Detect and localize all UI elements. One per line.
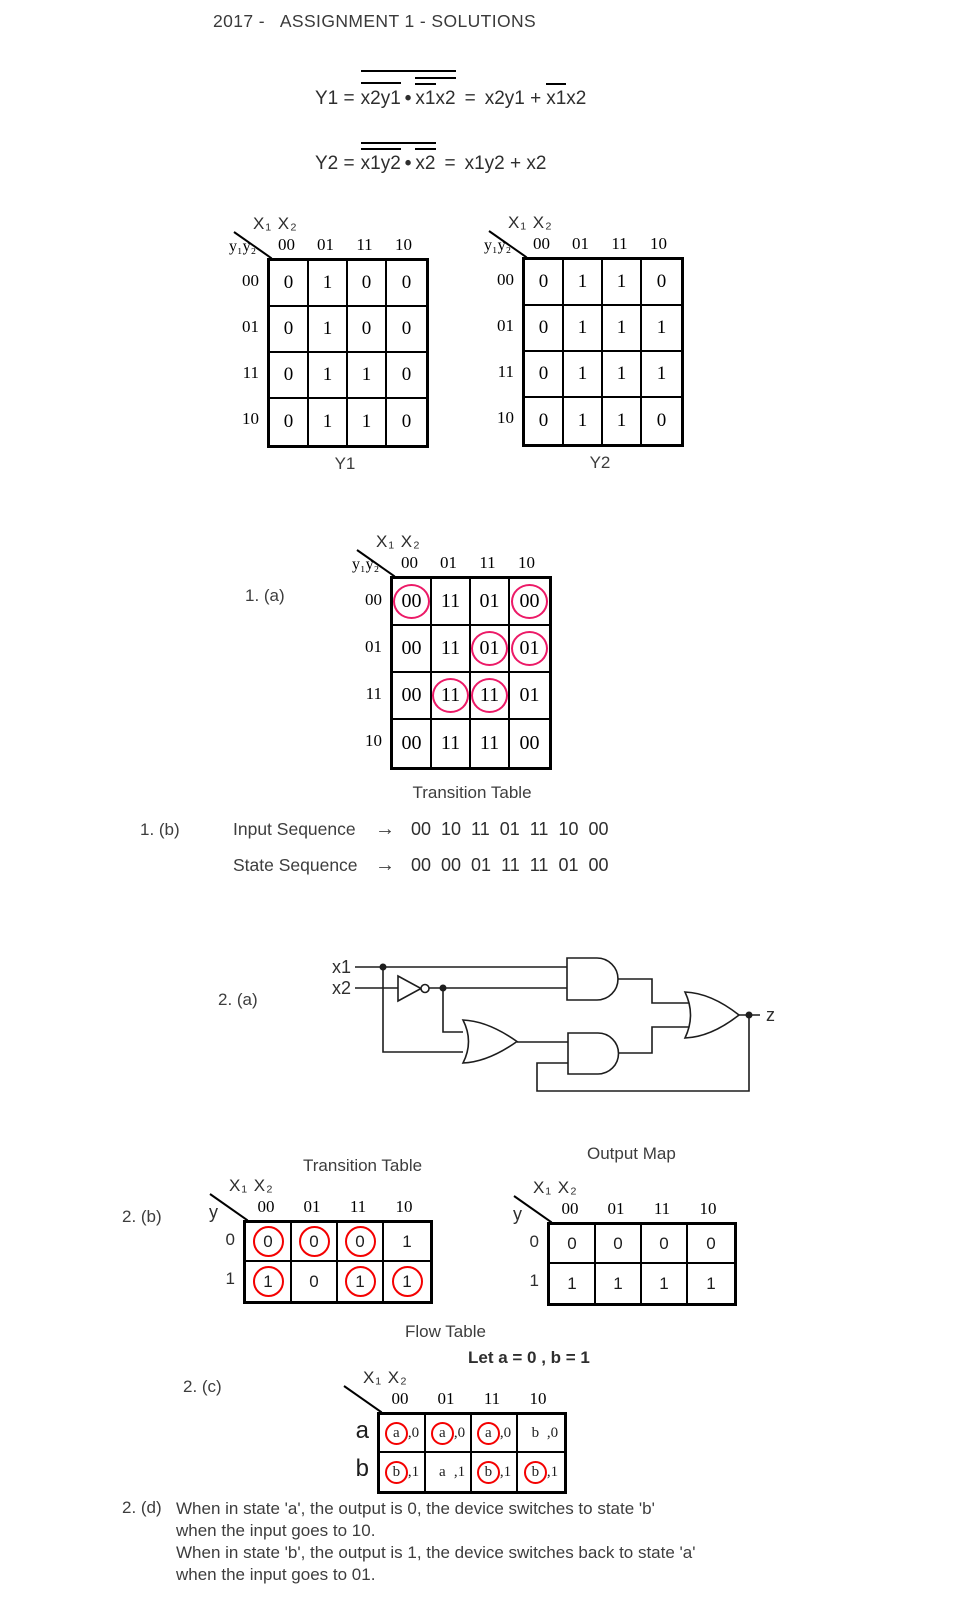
om-row-headers (509, 1222, 539, 1300)
flow-x-axis-label: X₁ X₂ (363, 1368, 408, 1387)
kmap-cell (348, 261, 387, 307)
kmap-cell (642, 1225, 688, 1264)
col-header: 00 (278, 235, 295, 254)
kmap-cell (432, 720, 471, 767)
row-header: 10 (242, 409, 259, 428)
kmap-y2-caption: Y2 (589, 453, 611, 472)
cell-value: 11 (440, 637, 461, 659)
state-value: a (431, 1422, 454, 1445)
state-value: a (439, 1463, 446, 1480)
kmap-cell (510, 673, 549, 720)
kmap-cell (525, 306, 564, 352)
col-header: 00 (257, 1197, 275, 1216)
wire-and2-to-or2 (619, 1027, 689, 1053)
kmap-cell (270, 353, 309, 399)
kmap-cell (432, 673, 471, 720)
and-dot: • (404, 153, 412, 174)
kmap-cell (387, 307, 426, 353)
input-label-x1: x1 (331, 957, 351, 977)
col-header: 11 (653, 1199, 671, 1218)
cell-value: 0 (656, 271, 667, 292)
cell-value: 1 (616, 271, 627, 292)
equals-sign: = (444, 153, 456, 174)
col-header: 10 (395, 235, 412, 254)
col-header: 11 (349, 1197, 367, 1216)
cell-value: 1 (322, 364, 333, 385)
page-title: 2017 - ASSIGNMENT 1 - SOLUTIONS (213, 11, 537, 31)
row-header: 01 (497, 316, 514, 335)
kmap-cell (387, 353, 426, 399)
kmap-cell (348, 353, 387, 399)
state-value: b (477, 1461, 500, 1484)
cell-value: 0 (283, 272, 294, 293)
section-2d-text (176, 1498, 696, 1586)
cell-value: 0 (361, 318, 372, 339)
row-header: 0 (225, 1229, 235, 1249)
cell-value: 0 (538, 317, 549, 338)
input-sequence-label: Input Sequence (233, 819, 356, 839)
col-header: 11 (483, 1389, 501, 1408)
kmap-cell (246, 1262, 292, 1301)
cell-value: 11 (440, 590, 461, 612)
row-header: 01 (365, 636, 382, 656)
col-header: 01 (437, 1389, 455, 1408)
text-line: when the input goes to 01. (176, 1565, 376, 1584)
col-header: 11 (479, 553, 496, 572)
not-gate-bubble (421, 985, 429, 993)
junction-dot (380, 964, 387, 971)
text-line: When in state 'a', the output is 0, the device switches to state 'b' (176, 1499, 655, 1518)
output-value: ,1 (407, 1463, 420, 1480)
wire-x1-branch (383, 967, 463, 1052)
cell-value: 1 (345, 1266, 376, 1297)
flow-grid (377, 1412, 567, 1494)
output-value: ,0 (499, 1424, 512, 1441)
row-header: 0 (529, 1231, 539, 1251)
cell-value: 11 (479, 732, 500, 754)
equation-y2-term1: x1y2 (361, 148, 401, 175)
row-header: 00 (365, 589, 382, 609)
input-sequence-values: 00 10 11 01 11 10 00 (411, 819, 609, 839)
kmap-cell (432, 579, 471, 626)
wire-x2not-branch (443, 988, 463, 1032)
equation-y2-term2: x2 (415, 148, 435, 175)
equation-y1-result2 (546, 83, 586, 110)
cell-value: 0 (401, 272, 412, 293)
cell-value: 1 (656, 317, 667, 338)
kmap-cell (688, 1225, 734, 1264)
cell-value: 1 (577, 363, 588, 384)
kmap-cell (525, 352, 564, 398)
and-gate-bottom (568, 1033, 619, 1074)
flow-cell (472, 1415, 518, 1453)
cell-value: 0 (283, 318, 294, 339)
equation-y1-lhs: Y1 = (315, 88, 355, 109)
state-sequence-label: State Sequence (233, 855, 358, 875)
kmap-cell (348, 307, 387, 353)
cell-value: 1 (613, 1273, 623, 1293)
kmap-cell (338, 1223, 384, 1262)
state-value: b (531, 1424, 540, 1441)
text-line: when the input goes to 10. (176, 1521, 376, 1540)
equation-y1-product (361, 70, 456, 110)
cell-value: 0 (538, 410, 549, 431)
cell-value: 11 (471, 678, 508, 713)
kmap-cell (596, 1264, 642, 1303)
cell-value: 1 (361, 364, 372, 385)
junction-dot (440, 985, 447, 992)
kmap-y1-y-axis-label: y₁y₂ (229, 238, 257, 255)
kmap-cell (603, 260, 642, 306)
output-map-title: Output Map (587, 1144, 676, 1163)
cell-value: 1 (616, 317, 627, 338)
cell-value: 1 (322, 318, 333, 339)
cell-value: 0 (656, 410, 667, 431)
kmap-y1-grid (267, 258, 429, 448)
state-value: b (524, 1461, 547, 1484)
cell-value: 0 (401, 364, 412, 385)
kmap-cell (642, 352, 681, 398)
tt2b-x-axis-label: X₁ X₂ (229, 1176, 274, 1195)
kmap-cell (510, 579, 549, 626)
cell-value: 0 (299, 1226, 330, 1257)
tt1a-y-axis-label: y₁y₂ (352, 556, 380, 573)
flow-cell (426, 1453, 472, 1491)
output-value: ,1 (453, 1463, 466, 1480)
section-2b-label: 2. (b) (122, 1207, 162, 1226)
kmap-cell (471, 626, 510, 673)
kmap-y1-column-headers (267, 235, 423, 255)
state-sequence-values: 00 00 01 11 11 01 00 (411, 855, 609, 875)
kmap-cell (564, 352, 603, 398)
kmap-cell (471, 579, 510, 626)
output-value: ,1 (499, 1463, 512, 1480)
equation-y1-term2a: x1 (415, 83, 435, 110)
kmap-cell (603, 352, 642, 398)
flow-cell (380, 1415, 426, 1453)
arrow-icon: → (375, 818, 395, 840)
kmap-cell (292, 1262, 338, 1301)
tt1a-row-headers (352, 576, 382, 764)
cell-value: 1 (253, 1266, 284, 1297)
kmap-cell (564, 260, 603, 306)
and-dot: • (404, 88, 412, 109)
kmap-cell (550, 1264, 596, 1303)
cell-value: 11 (432, 678, 469, 713)
kmap-cell (309, 261, 348, 307)
or-gate-lower (463, 1020, 517, 1063)
flow-table-title: Flow Table (405, 1322, 486, 1341)
cell-value: 0 (283, 364, 294, 385)
state-sequence-row (233, 854, 609, 877)
row-header: 10 (497, 408, 514, 427)
text-line: When in state 'b', the output is 1, the device switches back to state 'a' (176, 1543, 696, 1562)
equation-y2 (315, 142, 546, 175)
kmap-cell (384, 1223, 430, 1262)
kmap-cell (393, 579, 432, 626)
output-value: ,1 (546, 1463, 559, 1480)
kmap-cell (309, 353, 348, 399)
equation-y2-result: x1y2 + x2 (464, 153, 547, 174)
output-label-z: z (766, 1005, 775, 1025)
col-header: 00 (401, 553, 418, 572)
equation-y2-lhs: Y2 = (315, 153, 355, 174)
kmap-cell (564, 398, 603, 444)
kmap-cell (246, 1223, 292, 1262)
kmap-cell (603, 306, 642, 352)
col-header: 01 (607, 1199, 625, 1218)
cell-value: 0 (538, 271, 549, 292)
row-header: 11 (365, 683, 382, 703)
row-header: 1 (225, 1268, 235, 1288)
kmap-cell (309, 399, 348, 445)
input-label-x2: x2 (331, 978, 351, 998)
col-header: 00 (533, 234, 550, 253)
col-header: 01 (440, 553, 457, 572)
cell-value: 00 (511, 584, 548, 619)
kmap-y2-y-axis-label: y₁y₂ (484, 237, 512, 254)
section-2a-label: 2. (a) (218, 990, 258, 1009)
col-header: 01 (317, 235, 334, 254)
cell-value: 0 (567, 1233, 577, 1253)
row-header: 01 (242, 317, 259, 336)
cell-value: 1 (659, 1273, 669, 1293)
cell-value: 01 (519, 684, 540, 706)
equation-y1-term2 (415, 77, 455, 110)
col-header: 00 (561, 1199, 579, 1218)
cell-value: 1 (577, 317, 588, 338)
row-header: 10 (365, 730, 382, 750)
state-value: b (385, 1461, 408, 1484)
cell-value: 01 (471, 631, 508, 666)
row-header: 11 (242, 363, 259, 382)
row-header: 00 (497, 270, 514, 289)
tt1a-x-axis-label: X₁ X₂ (376, 532, 421, 551)
kmap-cell (510, 626, 549, 673)
section-2d-label: 2. (d) (122, 1498, 162, 1517)
junction-dot (746, 1012, 753, 1019)
kmap-cell (471, 720, 510, 767)
cell-value: 1 (656, 363, 667, 384)
kmap-cell (525, 260, 564, 306)
cell-value: 00 (393, 584, 430, 619)
flow-cell (518, 1453, 564, 1491)
cell-value: 1 (616, 363, 627, 384)
kmap-cell (393, 720, 432, 767)
kmap-y1-caption: Y1 (334, 454, 356, 473)
flow-table-note: Let a = 0 , b = 1 (468, 1348, 590, 1367)
tt2b-y-axis-label: y (209, 1202, 218, 1222)
kmap-cell (348, 399, 387, 445)
kmap-cell (642, 260, 681, 306)
col-header: 11 (356, 235, 373, 254)
cell-value: 00 (401, 637, 422, 659)
kmap-cell (642, 1264, 688, 1303)
om-y-axis-label: y (513, 1204, 522, 1224)
kmap-cell (292, 1223, 338, 1262)
kmap-cell (387, 399, 426, 445)
cell-value: 0 (253, 1226, 284, 1257)
kmap-y1-x-axis-label: X₁ X₂ (253, 214, 298, 233)
tt1a-grid (390, 576, 552, 770)
cell-value: 1 (577, 271, 588, 292)
state-value: a (477, 1422, 500, 1445)
flow-column-headers (377, 1389, 561, 1409)
cell-value: 0 (309, 1271, 319, 1291)
flow-row-headers (339, 1412, 369, 1488)
cell-value: 0 (538, 363, 549, 384)
cell-value: 00 (401, 732, 422, 754)
cell-value: 00 (401, 684, 422, 706)
kmap-cell (688, 1264, 734, 1303)
arrow-icon: → (375, 854, 395, 876)
col-header: 10 (395, 1197, 413, 1216)
kmap-y2-row-headers (484, 257, 514, 441)
row-header: 1 (529, 1270, 539, 1290)
or-gate-output (685, 992, 739, 1038)
kmap-cell (603, 398, 642, 444)
kmap-cell (564, 306, 603, 352)
equation-y1-result2a: x1 (546, 83, 566, 110)
equation-y1-term2b: x2 (435, 88, 456, 109)
col-header: 10 (650, 234, 667, 253)
cell-value: 0 (283, 411, 294, 432)
kmap-cell (270, 399, 309, 445)
col-header: 01 (572, 234, 589, 253)
logic-circuit-diagram (315, 925, 785, 1110)
output-value: ,0 (546, 1424, 559, 1441)
om-column-headers (547, 1199, 731, 1219)
cell-value: 01 (511, 631, 548, 666)
kmap-cell (270, 261, 309, 307)
equation-y1-result2b: x2 (566, 88, 587, 109)
flow-cell (518, 1415, 564, 1453)
col-header: 10 (518, 553, 535, 572)
transition-table-2b-title: Transition Table (303, 1156, 423, 1175)
cell-value: 01 (479, 590, 500, 612)
row-header: 11 (497, 362, 514, 381)
kmap-cell (384, 1262, 430, 1301)
row-header: 00 (242, 271, 259, 290)
transition-table-caption: Transition Table (412, 783, 532, 802)
input-sequence-row (233, 818, 609, 841)
col-header: 10 (529, 1389, 547, 1408)
kmap-cell (510, 720, 549, 767)
kmap-cell (393, 626, 432, 673)
cell-value: 1 (567, 1273, 577, 1293)
col-header: 00 (391, 1389, 409, 1408)
kmap-cell (642, 398, 681, 444)
cell-value: 1 (392, 1266, 423, 1297)
cell-value: 00 (519, 732, 540, 754)
kmap-cell (642, 306, 681, 352)
kmap-y2-grid (522, 257, 684, 447)
kmap-cell (471, 673, 510, 720)
row-header: a (355, 1417, 369, 1444)
cell-value: 0 (613, 1233, 623, 1253)
cell-value: 0 (401, 411, 412, 432)
kmap-cell (338, 1262, 384, 1301)
equation-y1 (315, 70, 586, 110)
equation-y1-result1: x2y1 + (484, 88, 542, 109)
cell-value: 0 (361, 272, 372, 293)
cell-value: 1 (577, 410, 588, 431)
tt2b-column-headers (243, 1197, 427, 1217)
kmap-y2-x-axis-label: X₁ X₂ (508, 213, 553, 232)
section-1b-label: 1. (b) (140, 820, 180, 839)
output-value: ,0 (453, 1424, 466, 1441)
cell-value: 1 (706, 1273, 716, 1293)
state-value: a (385, 1422, 408, 1445)
cell-value: 1 (361, 411, 372, 432)
kmap-y2-column-headers (522, 234, 678, 254)
cell-value: 0 (659, 1233, 669, 1253)
cell-value: 11 (440, 732, 461, 754)
section-1a-label: 1. (a) (245, 586, 285, 605)
kmap-cell (270, 307, 309, 353)
col-header: 10 (699, 1199, 717, 1218)
tt2b-row-headers (205, 1220, 235, 1298)
om-grid (547, 1222, 737, 1306)
col-header: 11 (611, 234, 628, 253)
wire-and1-to-or2 (618, 979, 689, 1003)
kmap-cell (432, 626, 471, 673)
col-header: 01 (303, 1197, 321, 1216)
row-header: b (355, 1455, 369, 1482)
output-value: ,0 (407, 1424, 420, 1441)
cell-value: 1 (402, 1231, 412, 1251)
equation-y1-term1: x2y1 (361, 82, 401, 110)
om-x-axis-label: X₁ X₂ (533, 1178, 578, 1197)
cell-value: 1 (616, 410, 627, 431)
kmap-cell (525, 398, 564, 444)
cell-value: 0 (345, 1226, 376, 1257)
cell-value: 0 (706, 1233, 716, 1253)
kmap-cell (550, 1225, 596, 1264)
cell-value: 1 (322, 411, 333, 432)
flow-cell (472, 1453, 518, 1491)
and-gate-top (567, 958, 618, 1000)
cell-value: 1 (322, 272, 333, 293)
tt2b-grid (243, 1220, 433, 1304)
kmap-cell (596, 1225, 642, 1264)
flow-cell (380, 1453, 426, 1491)
tt1a-column-headers (390, 553, 546, 573)
equals-sign: = (464, 88, 476, 109)
flow-cell (426, 1415, 472, 1453)
equation-y2-product (361, 142, 436, 175)
section-2c-label: 2. (c) (183, 1377, 222, 1396)
cell-value: 0 (401, 318, 412, 339)
not-gate (398, 976, 421, 1001)
kmap-cell (387, 261, 426, 307)
kmap-y1-row-headers (229, 258, 259, 442)
kmap-cell (309, 307, 348, 353)
kmap-cell (393, 673, 432, 720)
